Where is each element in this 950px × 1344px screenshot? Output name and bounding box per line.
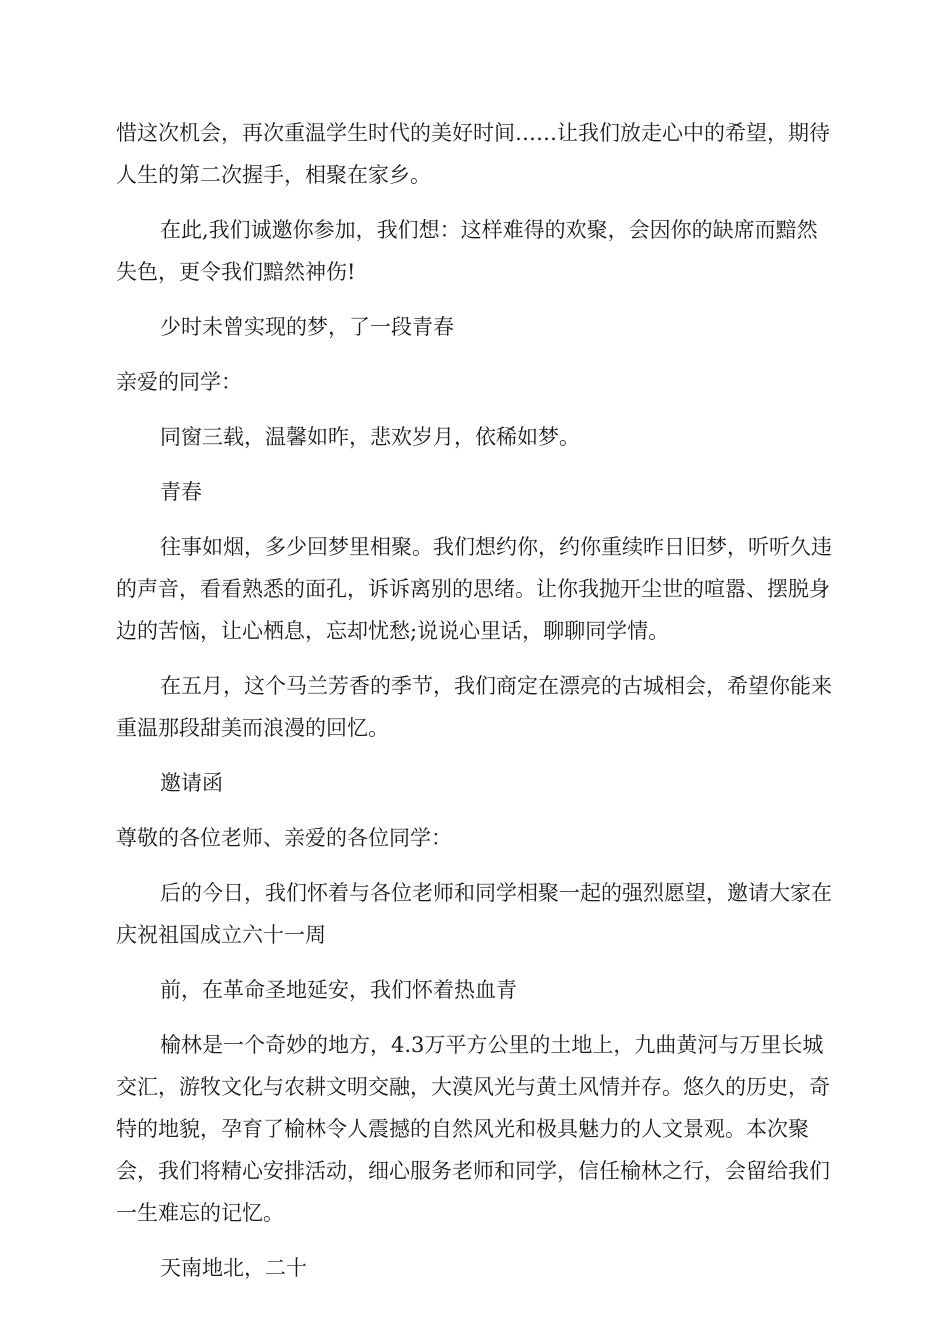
heading-youth: 青春 [160,480,202,504]
paragraph-yulin: 榆林是一个奇妙的地方，4.3万平方公里的土地上，九曲黄河与万里长城交汇，游牧文化与农耕文明交融，大漠风光与黄土风情并存。悠久的历史，奇特的地貌，孕育了榆林令人震撼的自然风光和极具魅力的人文景观。本次聚会，我们将精心安排活动，细心服务老师和同学，信任榆林之行，会留给我们一生难忘的记忆。 [116,1033,830,1225]
heading-invitation-letter: 邀请函 [160,771,223,795]
paragraph-yanan: 前，在革命圣地延安，我们怀着热血青 [160,978,517,1002]
salutation-teachers-classmates: 尊敬的各位老师、亲爱的各位同学： [116,826,452,850]
paragraph-three-years: 同窗三载，温馨如昨，悲欢岁月，依稀如梦。 [160,425,580,449]
document-page [116,112,836,1289]
paragraph-opening-continuation: 惜这次机会，再次重温学生时代的美好时间……让我们放走心中的希望，期待人生的第二次握手，相聚在家乡。 [116,121,830,187]
paragraph-dream: 少时未曾实现的梦，了一段青春 [160,315,454,339]
paragraph-may-meeting: 在五月，这个马兰芳香的季节，我们商定在漂亮的古城相会，希望你能来重温那段甜美而浪漫的回忆。 [116,674,832,740]
paragraph-memories: 往事如烟，多少回梦里相聚。我们想约你，约你重续昨日旧梦，听听久违的声音，看看熟悉的面孔，诉诉离别的思绪。让你我抛开尘世的喧嚣、摆脱身边的苦恼，让心栖息，忘却忧愁;说说心里话，聊聊同学情。 [116,535,832,643]
salutation-classmates: 亲爱的同学： [116,370,242,394]
paragraph-today: 后的今日，我们怀着与各位老师和同学相聚一起的强烈愿望，邀请大家在庆祝祖国成立六十一周 [116,881,832,947]
paragraph-closing-fragment: 天南地北，二十 [160,1256,307,1280]
paragraph-invitation: 在此,我们诚邀你参加，我们想：这样难得的欢聚，会因你的缺席而黯然失色，更令我们黯然神伤! [116,218,818,284]
